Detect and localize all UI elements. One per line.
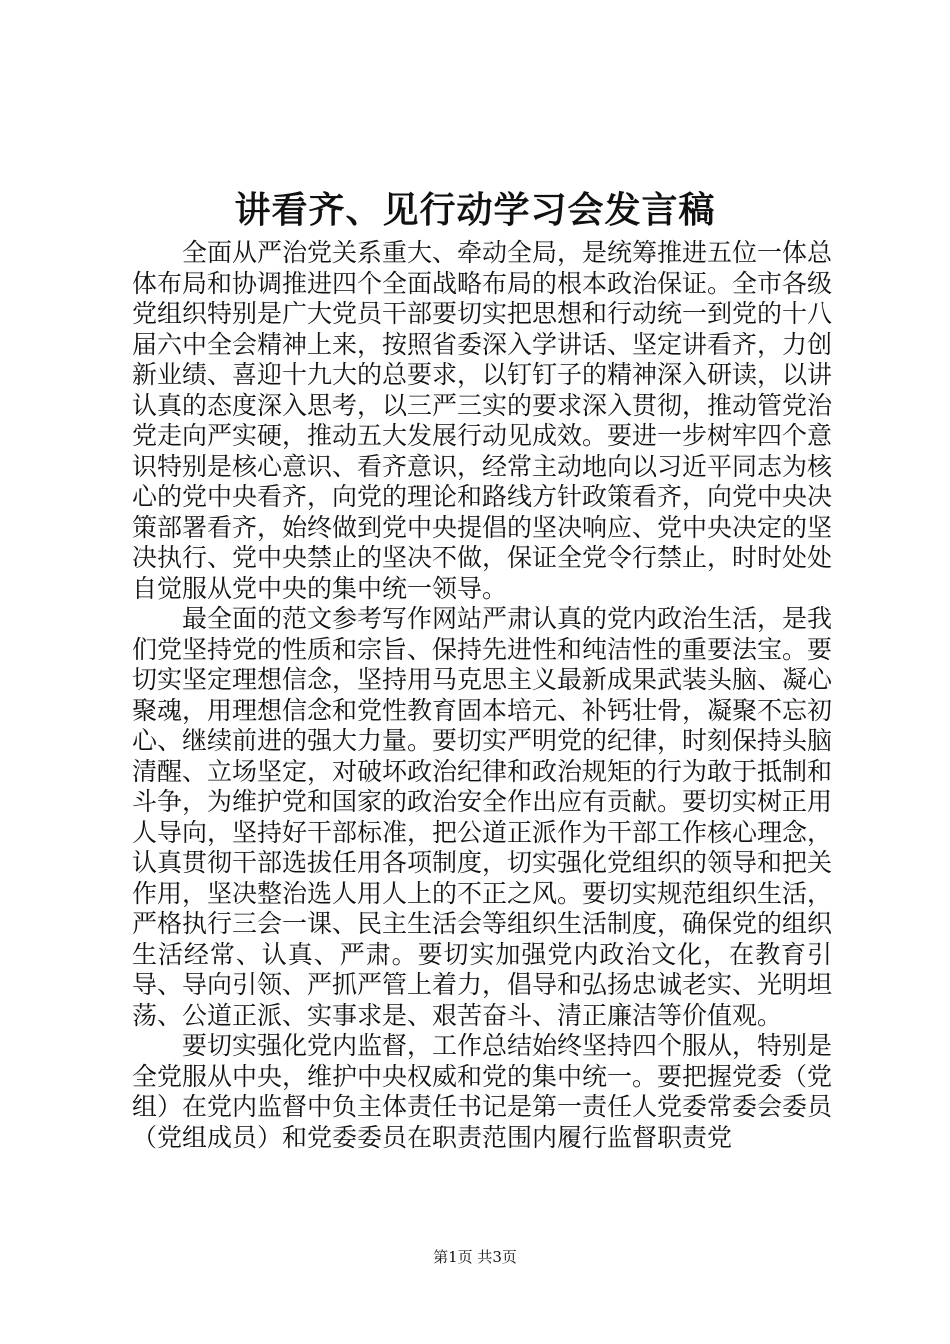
body-paragraph-1: 全面从严治党关系重大、牵动全局，是统筹推进五位一体总体布局和协调推进四个全面战略布局的根本政治保证。全市各级党组织特别是广大党员干部要切实把思想和行动统一到党的十八届六中全会精神上来，按照省委深入学讲话、坚定讲看齐，力创新业绩、喜迎十九大的总要求，以钉钉子的精神深入研读，以讲认真的态度深入思考，以三严三实的要求深入贯彻，推动管党治党走向严实硬，推动五大发展行动见成效。要进一步树牢四个意识特别是核心意识、看齐意识，经常主动地向以习近平同志为核心的党中央看齐，向党的理论和路线方针政策看齐，向党中央决策部署看齐，始终做到党中央提倡的坚决响应、党中央决定的坚决执行、党中央禁止的坚决不做，保证全党令行禁止，时时处处自觉服从党中央的集中统一领导。 — [132, 238, 833, 603]
page-number-footer: 第1页 共3页 — [433, 1248, 517, 1266]
body-paragraph-3: 要切实强化党内监督，工作总结始终坚持四个服从，特别是全党服从中央，维护中央权威和党的集中统一。要把握党委（党组）在党内监督中负主体责任书记是第一责任人党委常委会委员（党组成员）和党委委员在职责范围内履行监督职责党 — [132, 1031, 833, 1152]
body-paragraph-2: 最全面的范文参考写作网站严肃认真的党内政治生活，是我们党坚持党的性质和宗旨、保持先进性和纯洁性的重要法宝。要切实坚定理想信念，坚持用马克思主义最新成果武装头脑、凝心聚魂，用理想信念和党性教育固本培元、补钙壮骨，凝聚不忘初心、继续前进的强大力量。要切实严明党的纪律，时刻保持头脑清醒、立场坚定，对破坏政治纪律和政治规矩的行为敢于抵制和斗争，为维护党和国家的政治安全作出应有贡献。要切实树正用人导向，坚持好干部标准，把公道正派作为干部工作核心理念，认真贯彻干部选拔任用各项制度，切实强化党组织的领导和把关作用，坚决整治选人用人上的不正之风。要切实规范组织生活，严格执行三会一课、民主生活会等组织生活制度，确保党的组织生活经常、认真、严肃。要切实加强党内政治文化，在教育引导、导向引领、严抓严管上着力，倡导和弘扬忠诚老实、光明坦荡、公道正派、实事求是、艰苦奋斗、清正廉洁等价值观。 — [132, 604, 833, 1030]
document-title: 讲看齐、见行动学习会发言稿 — [234, 189, 716, 231]
document-body — [132, 238, 832, 1153]
